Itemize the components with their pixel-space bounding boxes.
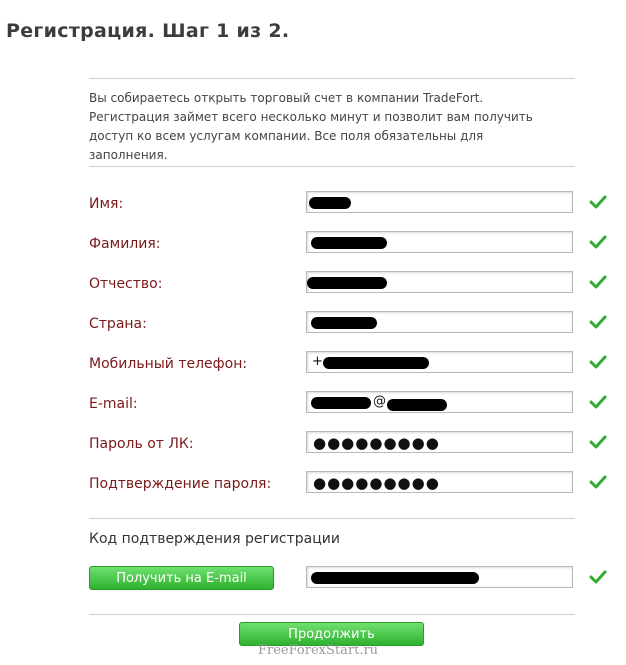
check-icon — [589, 353, 607, 371]
redaction-mark — [311, 317, 377, 329]
first-name-field[interactable] — [306, 191, 573, 213]
intro-text: Вы собираетесь открыть торговый счет в компании TradeFort. Регистрация займет всего несколько минут и позволит вам получить доступ ко всем услугам компании. Все поля обязательны для заполнения. — [89, 91, 533, 162]
continue-button[interactable]: Продолжить — [239, 622, 424, 646]
redaction-mark — [309, 197, 351, 209]
label-last-name: Фамилия: — [89, 236, 161, 252]
check-icon — [589, 473, 607, 491]
label-patronymic: Отчество: — [89, 276, 163, 292]
watermark: FreeForexStart.ru — [258, 643, 379, 658]
label-first-name: Имя: — [89, 196, 124, 212]
get-code-button[interactable]: Получить на E-mail — [89, 566, 274, 590]
email-value: @ — [373, 394, 386, 409]
redaction-mark — [307, 277, 387, 289]
label-mobile-phone: Мобильный телефон: — [89, 356, 248, 372]
phone-value: + — [312, 354, 323, 369]
label-password-confirm: Подтверждение пароля: — [89, 476, 272, 492]
check-icon — [589, 193, 607, 211]
patronymic-field[interactable] — [306, 271, 573, 293]
password-field[interactable] — [306, 431, 573, 453]
page-title: Регистрация. Шаг 1 из 2. — [6, 20, 290, 42]
redaction-mark — [311, 237, 387, 249]
label-email: E-mail: — [89, 396, 138, 412]
label-country: Страна: — [89, 316, 147, 332]
password-mask: ●●●●●●●●● — [313, 434, 440, 452]
code-field[interactable] — [306, 566, 573, 588]
check-icon — [589, 233, 607, 251]
divider-bottom — [89, 614, 575, 615]
label-password: Пароль от ЛК: — [89, 436, 194, 452]
mobile-phone-field[interactable] — [306, 351, 573, 373]
redaction-mark — [311, 397, 371, 409]
last-name-field[interactable] — [306, 231, 573, 253]
password-confirm-mask: ●●●●●●●●● — [313, 474, 440, 492]
check-icon — [589, 313, 607, 331]
divider-code — [89, 518, 575, 519]
country-field[interactable] — [306, 311, 573, 333]
divider-top — [89, 78, 575, 79]
redaction-mark — [311, 572, 479, 584]
code-label: Код подтверждения регистрации — [89, 531, 340, 547]
check-icon — [589, 568, 607, 586]
password-confirm-field[interactable] — [306, 471, 573, 493]
divider-intro — [89, 166, 575, 167]
redaction-mark — [323, 357, 429, 369]
check-icon — [589, 273, 607, 291]
check-icon — [589, 393, 607, 411]
check-icon — [589, 433, 607, 451]
redaction-mark — [387, 399, 447, 411]
email-field[interactable] — [306, 391, 573, 413]
